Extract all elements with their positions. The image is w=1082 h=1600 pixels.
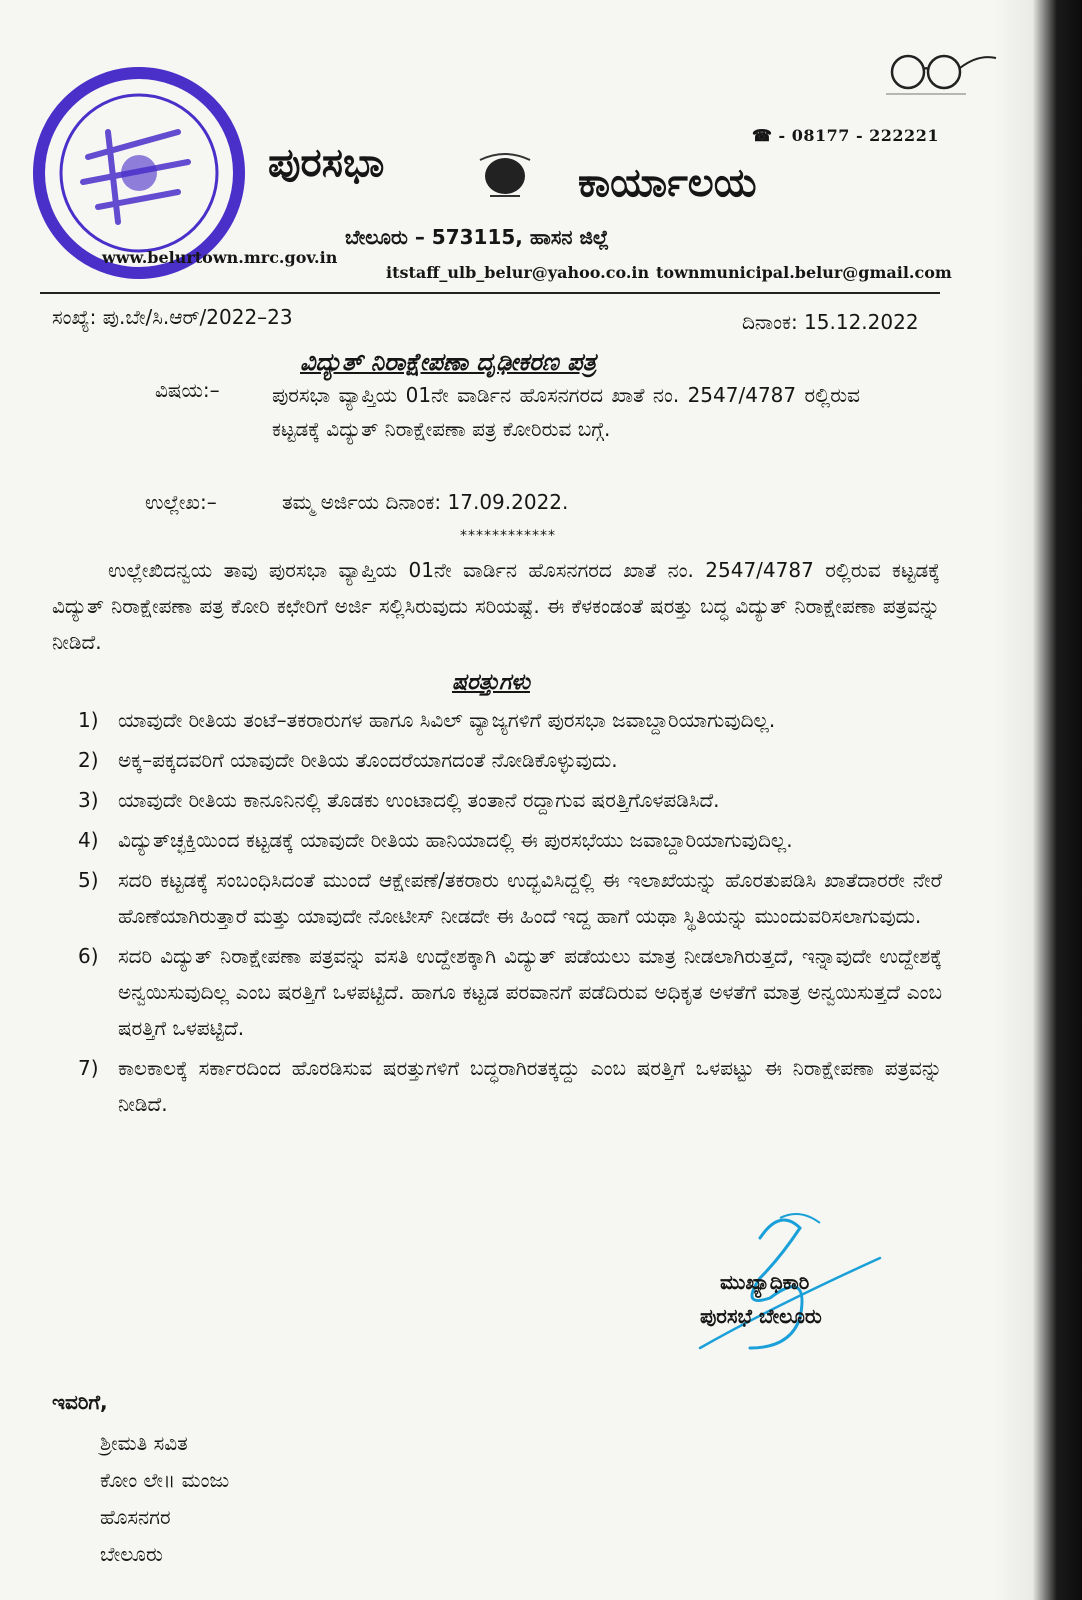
signatory-title: ಮುಖ್ಯಾಧಿಕಾರಿ: [720, 1270, 810, 1294]
condition-item: [78, 1050, 942, 1122]
subject-label: ವಿಷಯ:–: [155, 378, 220, 402]
condition-item: [78, 742, 942, 778]
condition-item: [78, 938, 942, 1046]
condition-item: [78, 822, 942, 858]
condition-number: 2): [78, 748, 99, 772]
recipient-label: ಇವರಿಗೆ,: [52, 1390, 108, 1414]
condition-number: 4): [78, 828, 99, 852]
reference-number: ಸಂಖ್ಯೆ: ಪು.ಬೇ/ಸಿ.ಆರ್/2022–23: [52, 305, 293, 329]
condition-number: 7): [78, 1056, 99, 1080]
office-phone: ☎ - 08177 - 222221: [752, 126, 939, 145]
condition-text: ಸದರಿ ಕಟ್ಟಡಕ್ಕೆ ಸಂಬಂಧಿಸಿದಂತೆ ಮುಂದೆ ಆಕ್ಷೇಪಣೆ/ತಕರಾರು ಉದ್ಭವಿಸಿದ್ದಲ್ಲಿ ಈ ಇಲಾಖೆಯನ್ನು ಹೊರತುಪಡಿಸಿ ಖಾತೆದಾರರೇ ನೇರೆ ಹೊಣೆಯಾಗಿರುತ್ತಾರೆ ಮತ್ತು ಯಾವುದೇ ನೋಟೀಸ್ ನೀಡದೇ ಈ ಹಿಂದೆ ಇದ್ದ ಹಾಗೆ ಯಥಾ ಸ್ಥಿತಿಯನ್ನು ಮುಂದುವರಿಸಲಾಗುವುದು.: [118, 868, 942, 928]
condition-text: ಯಾವುದೇ ರೀತಿಯ ತಂಟೆ–ತಕರಾರುಗಳ ಹಾಗೂ ಸಿವಿಲ್ ವ್ಯಾಜ್ಯಗಳಿಗೆ ಪುರಸಭಾ ಜವಾಬ್ದಾರಿಯಾಗುವುದಿಲ್ಲ.: [118, 708, 776, 732]
recipient-line: ಕೋಂ ಲೇ॥ ಮಂಜು: [100, 1468, 230, 1492]
recipient-line: ಶ್ರೀಮತಿ ಸವಿತ: [100, 1431, 188, 1455]
condition-item: [78, 782, 942, 818]
reference-label: ಉಲ್ಲೇಖ:–: [145, 490, 217, 514]
conditions-heading: ಷರತ್ತುಗಳು: [452, 670, 530, 695]
condition-item: [78, 702, 942, 738]
condition-item: [78, 862, 942, 934]
scan-shadow-edge: [992, 0, 1082, 1600]
condition-text: ಕಾಲಕಾಲಕ್ಕೆ ಸರ್ಕಾರದಿಂದ ಹೊರಡಿಸುವ ಷರತ್ತುಗಳಿಗೆ ಬದ್ಧರಾಗಿರತಕ್ಕದ್ದು ಎಂಬ ಷರತ್ತಿಗೆ ಒಳಪಟ್ಟು ಈ ನಿರಾಕ್ಷೇಪಣಾ ಪತ್ರವನ್ನು ನೀಡಿದೆ.: [118, 1056, 942, 1116]
conditions-list: [78, 702, 942, 1126]
condition-number: 5): [78, 868, 99, 892]
recipient-line: ಹೊಸನಗರ: [100, 1505, 171, 1529]
condition-text: ಅಕ್ಕ–ಪಕ್ಕದವರಿಗೆ ಯಾವುದೇ ರೀತಿಯ ತೊಂದರೆಯಾಗದಂತೆ ನೋಡಿಕೊಳ್ಳುವುದು.: [118, 748, 618, 772]
condition-text: ವಿದ್ಯುತ್‌ಚ್ಛಕ್ತಿಯಿಂದ ಕಟ್ಟಡಕ್ಕೆ ಯಾವುದೇ ರೀತಿಯ ಹಾನಿಯಾದಲ್ಲಿ ಈ ಪುರಸಭೆಯು ಜವಾಬ್ದಾರಿಯಾಗುವುದಿಲ್ಲ.: [118, 828, 793, 852]
office-website: www.belurtown.mrc.gov.in: [102, 248, 338, 267]
letter-title: ವಿದ್ಯುತ್ ನಿರಾಕ್ಷೇಪಣಾ ದೃಢೀಕರಣ ಪತ್ರ: [300, 348, 597, 376]
condition-number: 1): [78, 708, 99, 732]
condition-text: ಯಾವುದೇ ರೀತಿಯ ಕಾನೂನಿನಲ್ಲಿ ತೊಡಕು ಉಂಟಾದಲ್ಲಿ ತಂತಾನೆ ರದ್ದಾಗುವ ಷರತ್ತಿಗೊಳಪಡಿಸಿದೆ.: [118, 788, 720, 812]
office-email-yahoo: itstaff_ulb_belur@yahoo.co.in: [386, 263, 650, 282]
signatory-office: ಪುರಸಭೆ ಬೇಲೂರು: [700, 1304, 822, 1328]
letter-date: ದಿನಾಂಕ: 15.12.2022: [742, 310, 919, 334]
office-title-municipality: ಪುರಸಭಾ: [268, 140, 385, 186]
office-address: ಬೇಲೂರು – 573115, ಹಾಸನ ಜಿಲ್ಲೆ: [345, 225, 610, 249]
recipient-line: ಬೇಲೂರು: [100, 1542, 163, 1566]
separator-stars: ************: [460, 528, 556, 544]
swachh-bharat-logo: [878, 48, 998, 108]
state-emblem-icon: [470, 150, 540, 200]
reference-text: ತಮ್ಮ ಅರ್ಜಿಯ ದಿನಾಂಕ: 17.09.2022.: [282, 490, 569, 514]
office-title-office: ಕಾರ್ಯಾಲಯ: [578, 160, 757, 206]
recipient-address: [100, 1425, 229, 1573]
header-divider: [40, 292, 940, 294]
condition-number: 6): [78, 944, 99, 968]
subject-text: ಪುರಸಭಾ ವ್ಯಾಪ್ತಿಯ 01ನೇ ವಾರ್ಡಿನ ಹೊಸನಗರದ ಖಾತೆ ನಂ. 2547/4787 ರಲ್ಲಿರುವ ಕಟ್ಟಡಕ್ಕೆ ವಿದ್ಯುತ್ ನಿರಾಕ್ಷೇಪಣಾ ಪತ್ರ ಕೋರಿರುವ ಬಗ್ಗೆ.: [272, 383, 860, 441]
condition-number: 3): [78, 788, 99, 812]
office-email-gmail: townmunicipal.belur@gmail.com: [656, 263, 952, 282]
letter-body: ಉಲ್ಲೇಖಿದನ್ವಯ ತಾವು ಪುರಸಭಾ ವ್ಯಾಪ್ತಿಯ 01ನೇ ವಾರ್ಡಿನ ಹೊಸನಗರದ ಖಾತೆ ನಂ. 2547/4787 ರಲ್ಲಿರುವ ಕಟ್ಟಡಕ್ಕೆ ವಿದ್ಯುತ್ ನಿರಾಕ್ಷೇಪಣಾ ಪತ್ರ ಕೋರಿ ಕಛೇರಿಗೆ ಅರ್ಜಿ ಸಲ್ಲಿಸಿರುವುದು ಸರಿಯಷ್ಟೆ. ಈ ಕೆಳಕಂಡಂತೆ ಷರತ್ತು ಬದ್ಧ ವಿದ್ಯುತ್ ನಿರಾಕ್ಷೇಪಣಾ ಪತ್ರವನ್ನು ನೀಡಿದೆ.: [52, 558, 940, 654]
condition-text: ಸದರಿ ವಿದ್ಯುತ್ ನಿರಾಕ್ಷೇಪಣಾ ಪತ್ರವನ್ನು ವಸತಿ ಉದ್ದೇಶಕ್ಕಾಗಿ ವಿದ್ಯುತ್ ಪಡೆಯಲು ಮಾತ್ರ ನೀಡಲಾಗಿರುತ್ತದೆ, ಇನ್ನಾವುದೇ ಉದ್ದೇಶಕ್ಕೆ ಅನ್ವಯಿಸುವುದಿಲ್ಲ ಎಂಬ ಷರತ್ತಿಗೆ ಒಳಪಟ್ಟಿದೆ. ಹಾಗೂ ಕಟ್ಟಡ ಪರವಾನಗೆ ಪಡೆದಿರುವ ಅಧಿಕೃತ ಅಳತೆಗೆ ಮಾತ್ರ ಅನ್ವಯಿಸುತ್ತದೆ ಎಂಬ ಷರತ್ತಿಗೆ ಒಳಪಟ್ಟಿದೆ.: [118, 944, 942, 1040]
